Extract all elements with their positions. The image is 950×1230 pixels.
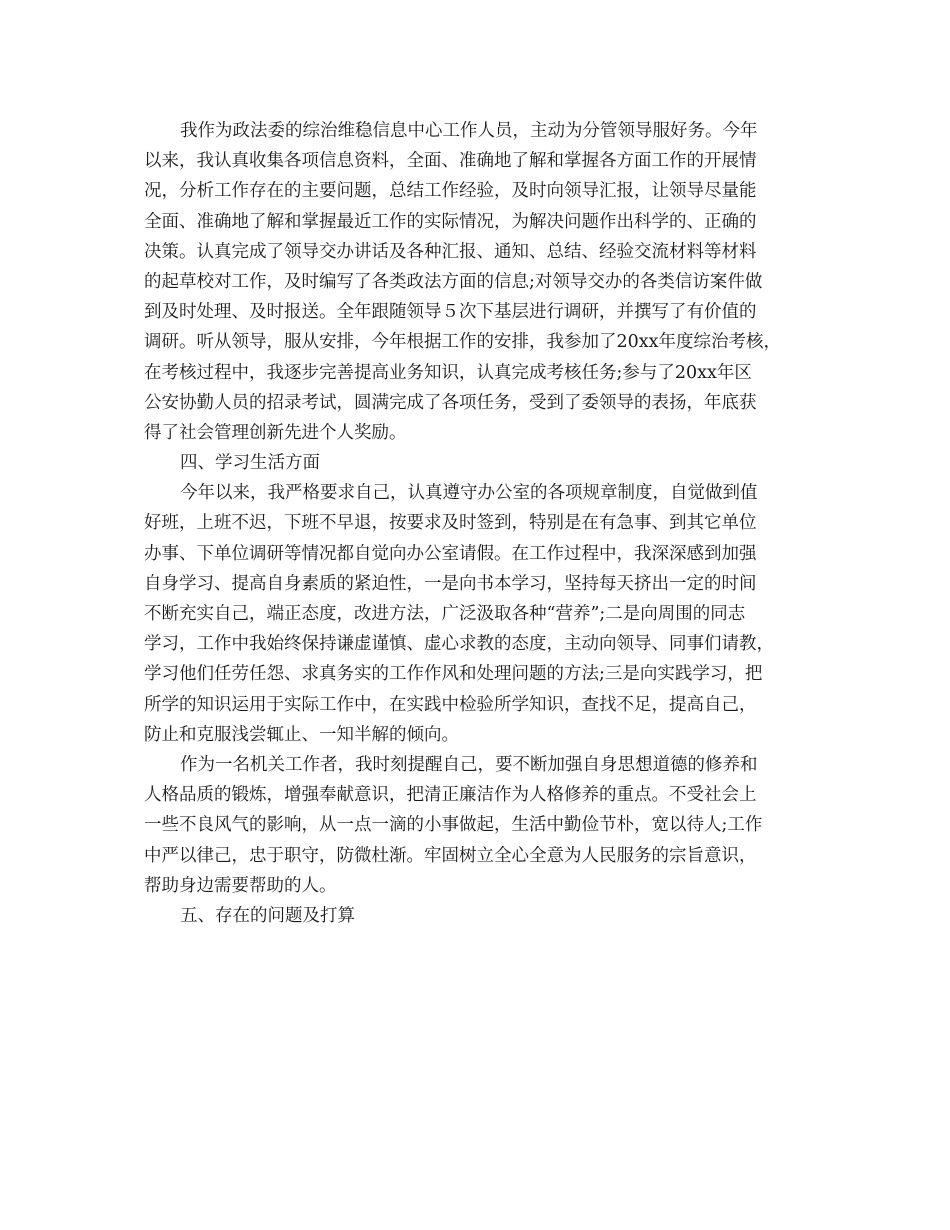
text-line: 在考核过程中，我逐步完善提高业务知识，认真完成考核任务;参与了20xx年区	[144, 362, 752, 383]
text-line: 我作为政法委的综治维稳信息中心工作人员，主动为分管领导服好务。今年	[180, 121, 758, 141]
section-heading-problems-plans: 五、存在的问题及打算	[180, 905, 355, 926]
text-line: 一些不良风气的影响，从一点一滴的小事做起，生活中勤俭节朴，宽以待人;工作	[144, 815, 763, 836]
text-line: 况，分析工作存在的主要问题，总结工作经验，及时向领导汇报，让领导尽量能	[144, 181, 757, 202]
text-line: 作为一名机关工作者，我时刻提醒自己，要不断加强自身思想道德的修养和	[180, 754, 758, 775]
text-line: 人格品质的锻炼，增强奉献意识，把清正廉洁作为人格修养的重点。不受社会上	[144, 785, 757, 806]
text-line: 今年以来，我严格要求自己，认真遵守办公室的各项规章制度，自觉做到值	[180, 483, 758, 504]
document-body	[144, 116, 816, 931]
text-line: 所学的知识运用于实际工作中，在实践中检验所学知识，查找不足，提高自己，	[144, 694, 757, 715]
text-line: 以来，我认真收集各项信息资料，全面、准确地了解和掌握各方面工作的开展情	[144, 151, 757, 172]
section-heading-study-life: 四、学习生活方面	[180, 453, 320, 474]
text-line: 决策。认真完成了领导交办讲话及各种汇报、通知、总结、经验交流材料等材料	[144, 241, 757, 262]
text-line: 公安协勤人员的招录考试，圆满完成了各项任务，受到了委领导的表扬，年底获	[144, 392, 757, 413]
text-line: 办事、下单位调研等情况都自觉向办公室请假。在工作过程中，我深深感到加强	[144, 543, 757, 564]
text-line: 得了社会管理创新先进个人奖励。	[144, 422, 407, 443]
text-line: 全面、准确地了解和掌握最近工作的实际情况，为解决问题作出科学的、正确的	[144, 211, 757, 232]
text-line: 自身学习、提高自身素质的紧迫性，一是向书本学习，坚持每天挤出一定的时间	[144, 573, 757, 594]
text-line: 中严以律己，忠于职守，防微杜渐。牢固树立全心全意为人民服务的宗旨意识，	[144, 845, 757, 866]
text-line: 好班，上班不迟，下班不早退，按要求及时签到，特别是在有急事、到其它单位	[144, 513, 757, 534]
text-line: 学习，工作中我始终保持谦虚谨慎、虚心求教的态度，主动向领导、同事们请教，	[144, 634, 774, 655]
text-line: 防止和克服浅尝辄止、一知半解的倾向。	[144, 724, 459, 745]
text-line: 到及时处理、及时报送。全年跟随领导５次下基层进行调研，并撰写了有价值的	[144, 302, 757, 323]
text-line: 的起草校对工作，及时编写了各类政法方面的信息;对领导交办的各类信访案件做	[144, 271, 763, 292]
text-line: 学习他们任劳任怨、求真务实的工作作风和处理问题的方法;三是向实践学习，把	[144, 664, 763, 685]
text-line: 帮助身边需要帮助的人。	[144, 875, 337, 896]
text-line: 不断充实自己，端正态度，改进方法，广泛汲取各种“营养”;二是向周围的同志	[144, 604, 746, 624]
text-line: 调研。听从领导，服从安排，今年根据工作的安排，我参加了20xx年度综治考核，	[144, 332, 782, 353]
